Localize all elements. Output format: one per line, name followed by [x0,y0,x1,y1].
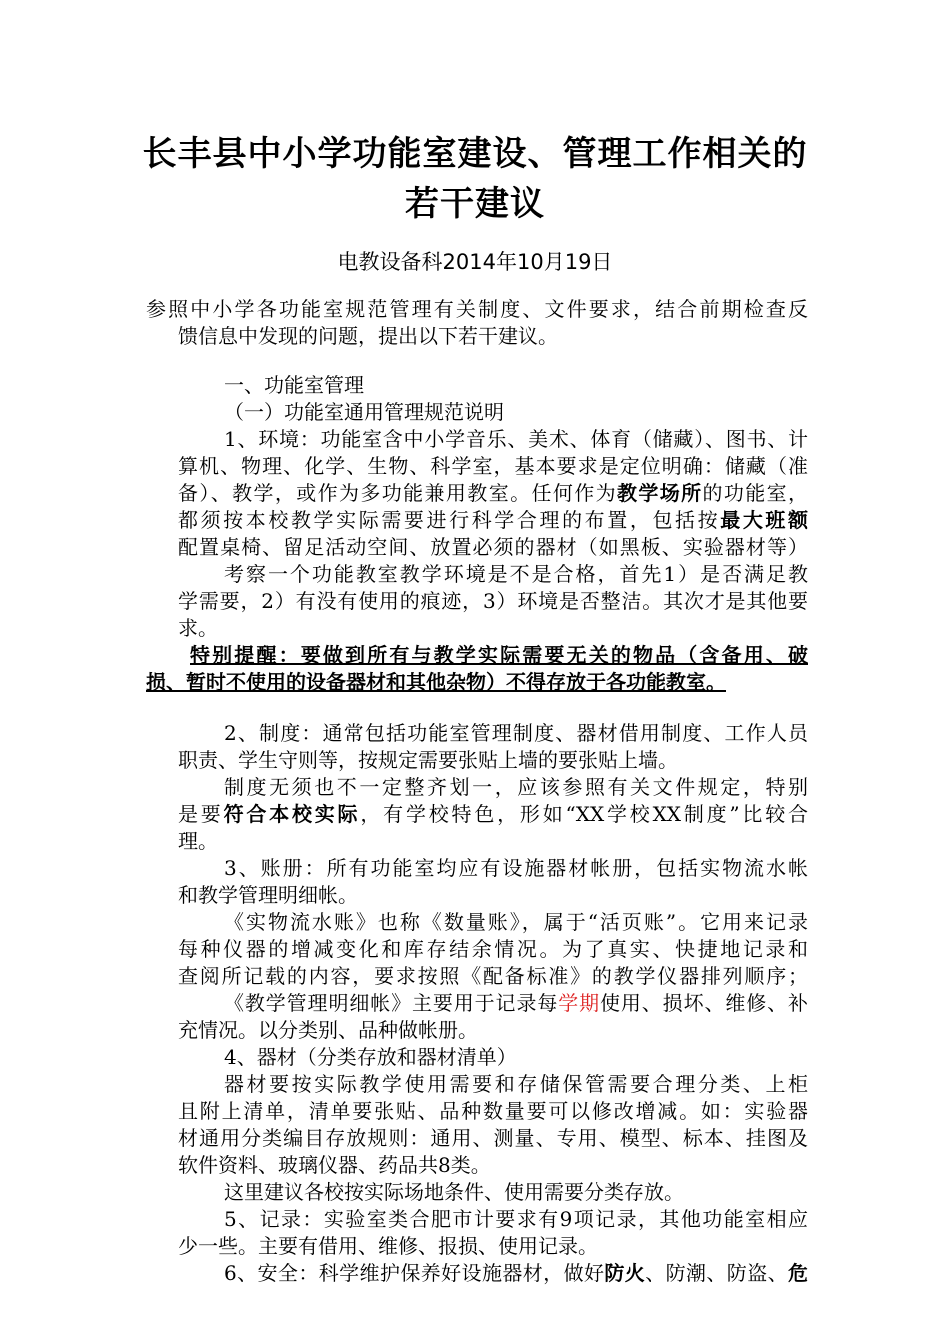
paragraph-line: 5、记录：实验室类合肥市计要求有9项记录，其他功能室相应 [224,1207,808,1231]
highlighted-text: 学期 [558,991,601,1015]
section-heading: 一、功能室管理 [224,373,364,397]
text-run: 6、安全：科学维护保养好设施器材，做好 [224,1261,605,1285]
intro-line: 参照中小学各功能室规范管理有关制度、文件要求，结合前期检查反 [146,297,808,321]
text-run: 使用、损坏、维修、补 [600,991,808,1015]
text-run: 备）、教学，或作为多功能兼用教室。任何作为 [178,481,617,505]
paragraph-line: 且附上清单，清单要张贴、品种数量要可以修改增减。如：实验器 [178,1099,808,1123]
paragraph-line: 学需要，2）有没有使用的痕迹，3）环境是否整洁。其次才是其他要 [178,589,808,613]
reminder-line: 损、暂时不使用的设备器材和其他杂物）不得存放于各功能教室。 [146,670,726,694]
paragraph-line [178,801,808,828]
paragraph-line: 3、账册：所有功能室均应有设施器材帐册，包括实物流水帐 [224,856,808,880]
text-run: 《教学管理明细帐》主要用于记录每 [224,991,559,1015]
text-run: 都须按本校教学实际需要进行科学合理的布置，包括按 [178,508,721,532]
paragraph-line: 这里建议各校按实际场地条件、使用需要分类存放。 [224,1180,684,1204]
paragraph-line: 4、器材（分类存放和器材清单） [224,1045,517,1069]
paragraph-line: 材通用分类编目存放规则：通用、测量、专用、模型、标本、挂图及 [178,1126,808,1150]
paragraph-line [178,480,808,507]
text-run: ，有学校特色，形如“XX学校XX制度”比较合 [360,802,808,826]
paragraph-line: 《实物流水账》也称《数量账》，属于“活页账”。它用来记录 [224,910,808,934]
paragraph-line: 每种仪器的增减变化和库存结余情况。为了真实、快捷地记录和 [178,937,808,961]
intro-line: 馈信息中发现的问题，提出以下若干建议。 [178,324,558,348]
text-run: 的功能室， [702,481,808,505]
paragraph-line [224,990,808,1017]
bold-text: 最大班额 [720,508,808,532]
document-title-line-1: 长丰县中小学功能室建设、管理工作相关的 [142,134,808,174]
text-run: 、防潮、防盗、 [645,1261,789,1285]
bold-text: 防火 [604,1261,646,1285]
paragraph-line [178,507,808,534]
reminder-line: 特别提醒：要做到所有与教学实际需要无关的物品（含备用、破 [190,643,808,667]
paragraph-line: 充情况。以分类别、品种做帐册。 [178,1018,478,1042]
subsection-heading: （一）功能室通用管理规范说明 [224,400,504,424]
bold-text: 符合本校实际 [223,802,361,826]
paragraph-line: 2、制度：通常包括功能室管理制度、器材借用制度、工作人员 [224,721,808,745]
document-title-line-2: 若干建议 [405,184,545,224]
paragraph-line: 器材要按实际教学使用需要和存储保管需要合理分类、上柜 [224,1072,808,1096]
paragraph-line: 制度无须也不一定整齐划一，应该参照有关文件规定，特别 [224,775,808,799]
paragraph-line: 配置桌椅、留足活动空间、放置必须的器材（如黑板、实验器材等） [178,535,808,559]
paragraph-line: 职责、学生守则等，按规定需要张贴上墙的要张贴上墙。 [178,748,678,772]
bold-text: 教学场所 [616,481,703,505]
paragraph-line: 少一些。主要有借用、维修、报损、使用记录。 [178,1234,598,1258]
paragraph-line [224,1260,808,1287]
document-subtitle: 电教设备科2014年10月19日 [337,250,613,274]
paragraph-line: 1、环境：功能室含中小学音乐、美术、体育（储藏）、图书、计 [224,427,808,451]
text-run: 是要 [178,802,224,826]
paragraph-line: 查阅所记载的内容，要求按照《配备标准》的教学仪器排列顺序； [178,964,808,988]
paragraph-line: 理。 [178,829,218,853]
paragraph-line: 算机、物理、化学、生物、科学室，基本要求是定位明确：储藏（准 [178,454,808,478]
paragraph-line: 软件资料、玻璃仪器、药品共8类。 [178,1153,491,1177]
paragraph-line: 考察一个功能教室教学环境是不是合格，首先1）是否满足教 [224,562,808,586]
bold-text: 危 [788,1261,808,1285]
paragraph-line: 求。 [178,616,218,640]
paragraph-line: 和教学管理明细帐。 [178,883,358,907]
